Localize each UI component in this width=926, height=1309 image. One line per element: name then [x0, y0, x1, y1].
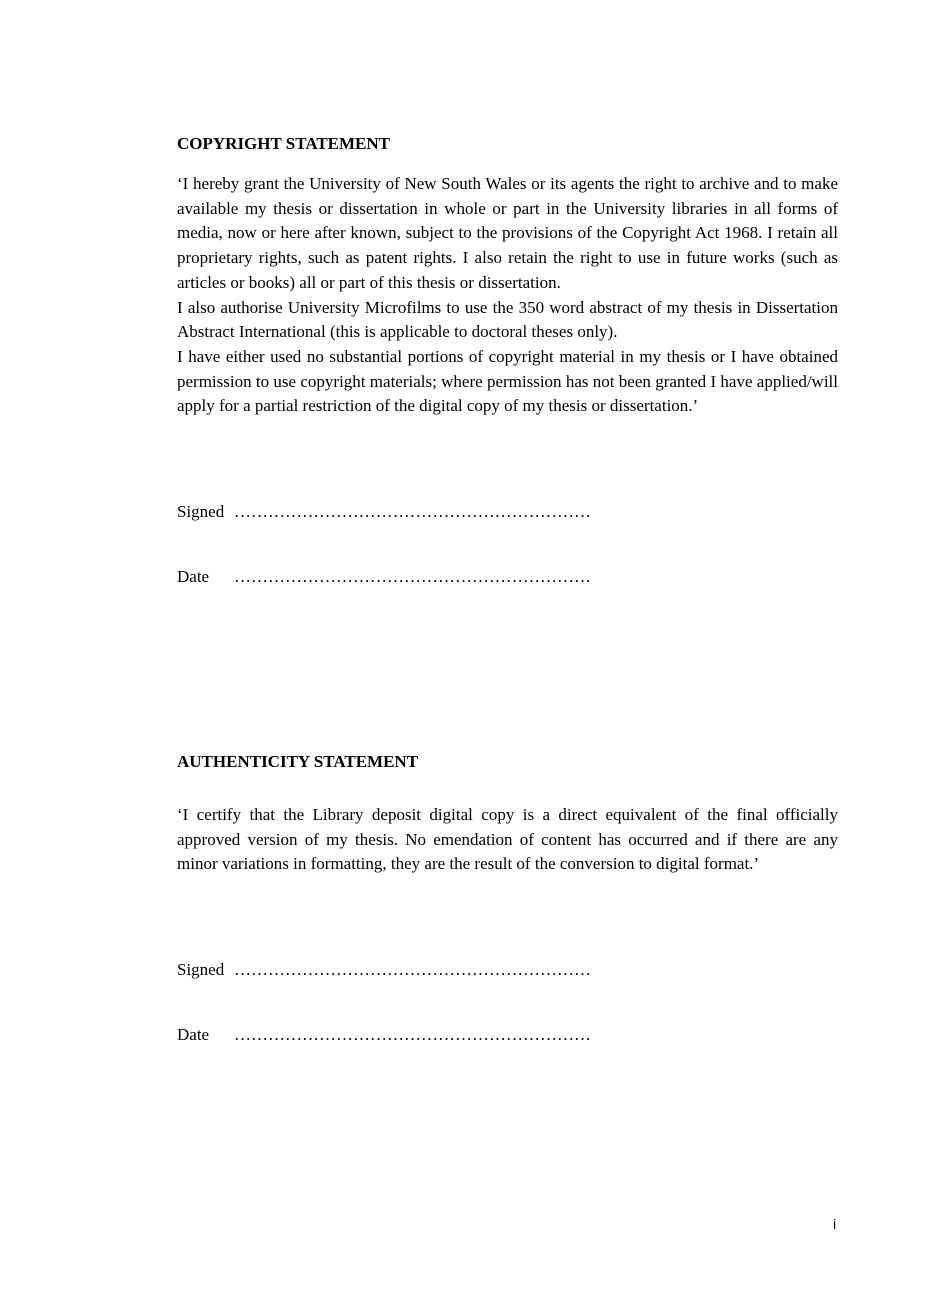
copyright-paragraph-1: ‘I hereby grant the University of New South Wales or its agents the right to archive and to make available my thesis or dissertation in whole or part in the University libraries in all forms of media, now or here after known, subject to the provisions of the Copyright Act 1968. I retain all proprietary rights, such as patent rights. I also retain the right to use in future works (such as articles or books) all or part of this thesis or dissertation. [177, 174, 838, 292]
copyright-signed-label: Signed [177, 502, 225, 521]
copyright-date-dots: ……………………………………………………… [234, 567, 591, 586]
copyright-body [177, 172, 838, 419]
copyright-date-line [177, 567, 591, 587]
authenticity-date-dots: ……………………………………………………… [234, 1025, 591, 1044]
authenticity-signed-label: Signed [177, 960, 225, 979]
authenticity-date-label: Date [177, 1025, 210, 1044]
copyright-date-label: Date [177, 567, 210, 586]
page-number: i [833, 1216, 837, 1232]
copyright-signed-line [177, 502, 591, 522]
copyright-heading: COPYRIGHT STATEMENT [177, 134, 391, 153]
authenticity-paragraph-1: ‘I certify that the Library deposit digital copy is a direct equivalent of the final officially approved version of my thesis. No emendation of content has occurred and if there are any minor variations in formatting, they are the result of the conversion to digital format.’ [177, 805, 838, 874]
authenticity-signed-line [177, 960, 591, 980]
authenticity-signed-dots: ……………………………………………………… [234, 960, 591, 979]
authenticity-date-line [177, 1025, 591, 1045]
copyright-signed-dots: ……………………………………………………… [234, 502, 591, 521]
copyright-paragraph-3: I have either used no substantial portions of copyright material in my thesis or I have obtained permission to use copyright materials; where permission has not been granted I have applied/will apply for a partial restriction of the digital copy of my thesis or dissertation.’ [177, 346, 838, 416]
copyright-paragraph-2: I also authorise University Microfilms to use the 350 word abstract of my thesis in Dissertation Abstract International (this is applicable to doctoral theses only). [177, 297, 838, 342]
authenticity-body [177, 803, 838, 877]
authenticity-heading: AUTHENTICITY STATEMENT [177, 752, 419, 771]
